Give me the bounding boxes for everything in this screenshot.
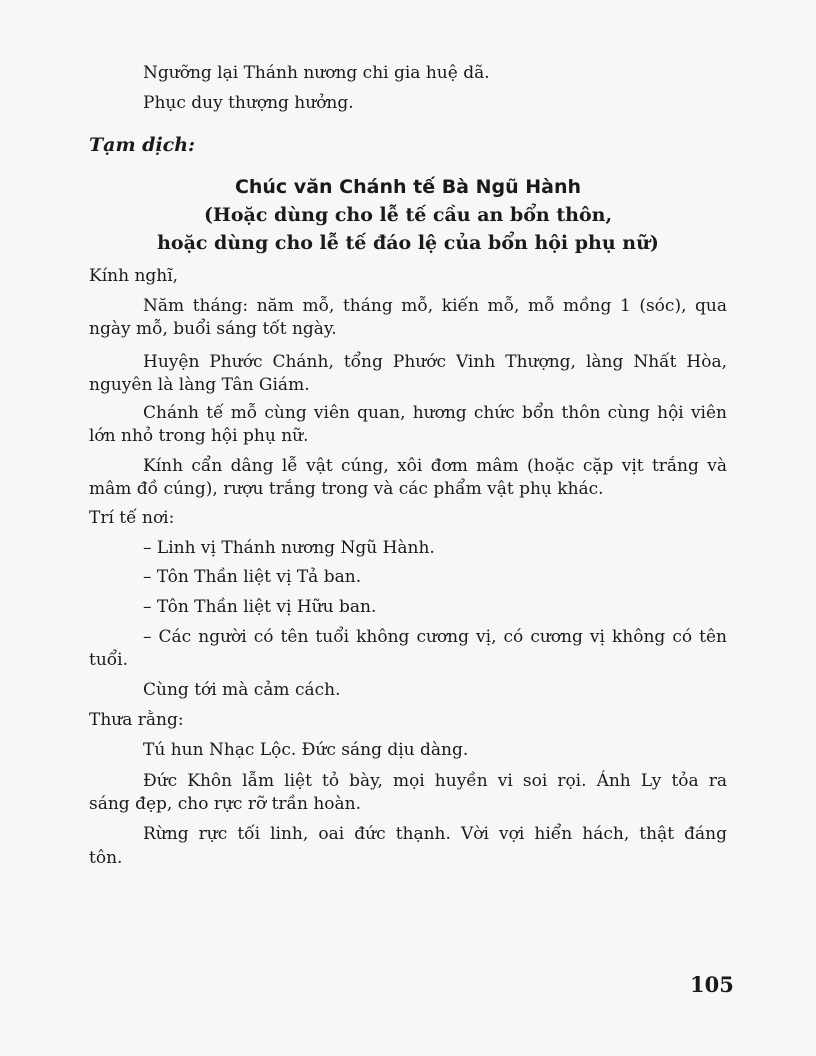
section-heading: Tạm dịch:	[89, 134, 196, 156]
text-line: Thưa rằng:	[89, 710, 184, 730]
text-line: mâm đồ cúng), rượu trắng trong và các phẩm vật phụ khác.	[89, 479, 604, 499]
document-subtitle: hoặc dùng cho lễ tế đáo lệ của bổn hội phụ nữ)	[157, 232, 659, 254]
text-line: Huyện Phước Chánh, tổng Phước Vinh Thượng, làng Nhất Hòa,	[143, 352, 727, 372]
text-line: Rừng rực tối linh, oai đức thạnh. Vời vợi hiển hách, thật đáng	[143, 824, 727, 844]
text-line: sáng đẹp, cho rực rỡ trần hoàn.	[89, 794, 361, 814]
text-line: Năm tháng: năm mỗ, tháng mỗ, kiến mỗ, mỗ mồng 1 (sóc), qua	[143, 296, 727, 316]
text-line: Tú hun Nhạc Lộc. Đức sáng dịu dàng.	[143, 740, 469, 760]
list-item: – Tôn Thần liệt vị Tả ban.	[143, 567, 362, 587]
text-line: Cùng tới mà cảm cách.	[143, 680, 341, 700]
list-item: – Các người có tên tuổi không cương vị, có cương vị không có tên	[143, 627, 727, 647]
text-line: lớn nhỏ trong hội phụ nữ.	[89, 426, 309, 446]
text-line: Trí tế nơi:	[89, 508, 175, 528]
text-line: tôn.	[89, 848, 123, 868]
text-line: Ngưỡng lại Thánh nương chi gia huệ dã.	[143, 63, 490, 83]
page-number: 105	[690, 972, 734, 997]
text-line: Kính cẩn dâng lễ vật cúng, xôi đơm mâm (hoặc cặp vịt trắng và	[143, 456, 727, 476]
text-line: tuổi.	[89, 650, 129, 670]
document-subtitle: (Hoặc dùng cho lễ tế cầu an bổn thôn,	[203, 204, 613, 226]
document-title: Chúc văn Chánh tế Bà Ngũ Hành	[234, 176, 582, 198]
text-line: Phục duy thượng hưởng.	[143, 93, 354, 113]
text-line: ngày mỗ, buổi sáng tốt ngày.	[89, 319, 337, 339]
text-line: Đức Khôn lẫm liệt tỏ bày, mọi huyền vi soi rọi. Ánh Ly tỏa ra	[143, 771, 727, 791]
text-line: nguyên là làng Tân Giám.	[89, 375, 310, 395]
list-item: – Tôn Thần liệt vị Hữu ban.	[143, 597, 377, 617]
text-line: Kính nghĩ,	[89, 266, 179, 286]
list-item: – Linh vị Thánh nương Ngũ Hành.	[143, 538, 435, 558]
text-line: Chánh tế mỗ cùng viên quan, hương chức bổn thôn cùng hội viên	[143, 403, 727, 423]
